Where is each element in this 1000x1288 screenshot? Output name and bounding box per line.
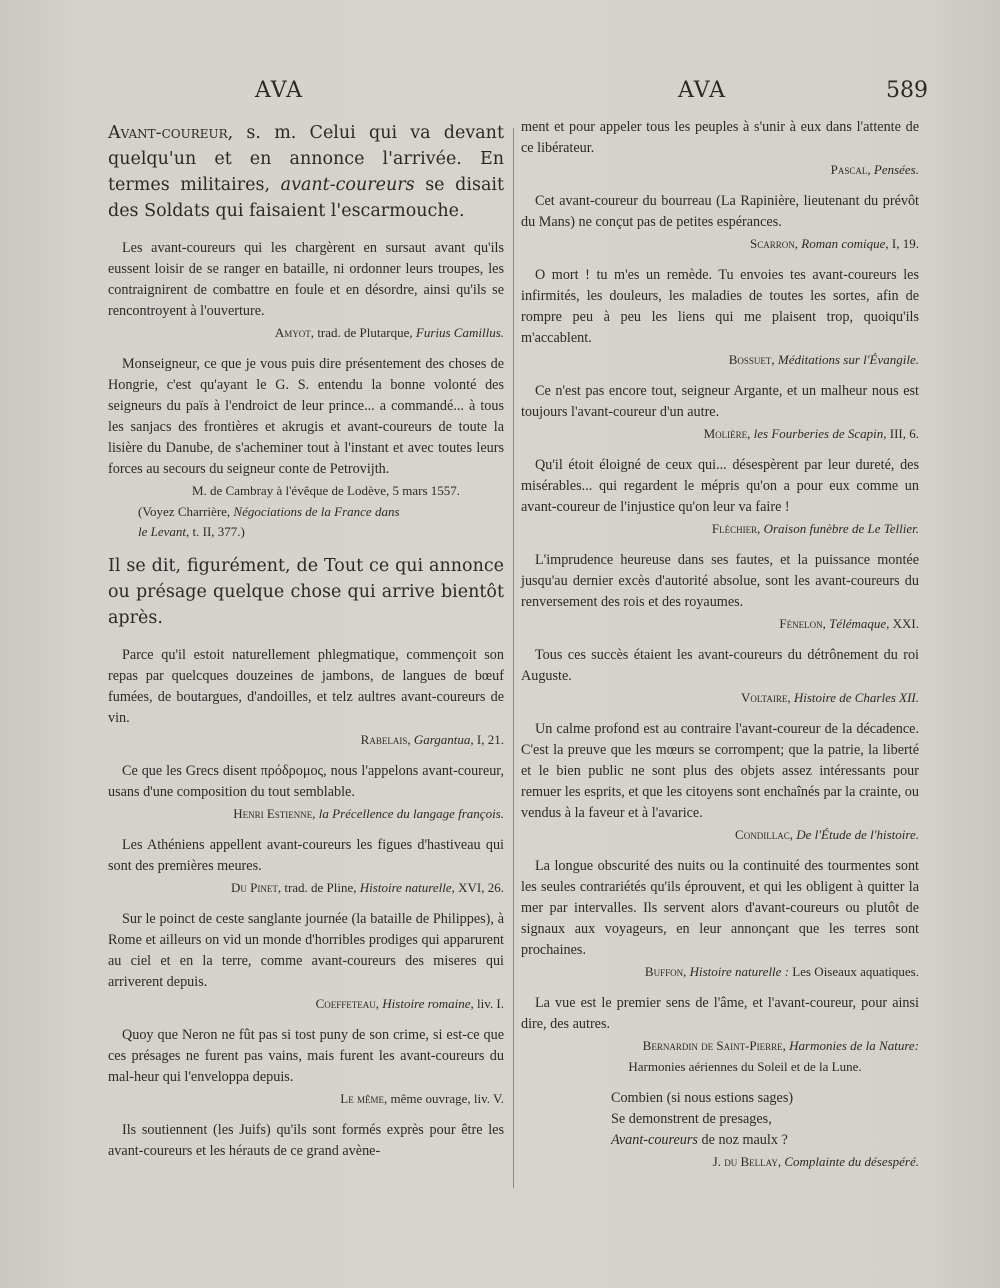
quotation: Tous ces succès étaient les avant-coureurs du détrônement du roi Auguste. xyxy=(521,647,919,684)
entry-definition xyxy=(108,120,504,224)
quotation-source: Coeffeteau, Histoire romaine, liv. I. xyxy=(315,996,504,1011)
quotation: Les avant-coureurs qui les chargèrent en sursaut avant qu'ils eussent loisir de se ranger en bataille, ni ordonner leurs troupes, les contraignirent de combattre en foule et en désordre, ainsi qu'ils se rencontroyent à l'ouverture. xyxy=(108,240,504,319)
quotation-source: Molière, les Fourberies de Scapin, III, 6. xyxy=(703,426,919,441)
quotation: Cet avant-coureur du bourreau (La Rapinière, lieutenant du prévôt du Mans) ne conçut pas de petites espérances. xyxy=(521,193,919,230)
quotation-source: Henri Estienne, la Précellence du langage françois. xyxy=(233,806,504,821)
quotation-source: Voltaire, Histoire de Charles XII. xyxy=(740,690,919,705)
quotation-source: Le même, même ouvrage, liv. V. xyxy=(340,1091,504,1106)
verse-quotation: Combien (si nous estions sages) Se demonstrent de presages, Avant-coureurs de noz maulx ? xyxy=(611,1090,794,1148)
quotation: Ce n'est pas encore tout, seigneur Argante, et un malheur nous est toujours l'avant-coureur d'un autre. xyxy=(521,383,919,420)
running-head-left: AVA xyxy=(255,78,304,103)
column-rule xyxy=(513,128,514,1188)
quotation: Un calme profond est au contraire l'avant-coureur de la décadence. C'est la preuve que les mœurs se corrompent; que la patrie, la liberté et le bien public ne sont plus des objets assez intéressants pour remuer les esprits, et que les citoyens sont enchaînés par la crainte, ou vendus à la faveur et à l'avarice. xyxy=(521,721,919,821)
quotation-source: Pascal, Pensées. xyxy=(830,162,919,177)
definition-text: s. m. Celui qui va devant quelqu'un et en annonce l'arrivée. En termes militaires, xyxy=(108,123,504,195)
headword: Avant-coureur, xyxy=(108,123,234,143)
quotation: Qu'il étoit éloigné de ceux qui... désespèrent par leur dureté, des misérables... qui regardent le mépris qu'on a pour eux comme un avant-coureur de l'injustice qu'on leur va faire ! xyxy=(521,457,919,515)
quotation: L'imprudence heureuse dans ses fautes, et la puissance montée jusqu'au dernier excès d'autorité absolue, sont les avant-coureurs du renversement des rois et des royaumes. xyxy=(521,552,919,610)
quotation: O mort ! tu m'es un remède. Tu envoies tes avant-coureurs les infirmités, les douleurs, les maladies de toutes les sortes, afin de rompre peu à peu les liens qui me plaisent trop, quoiqu'ils m'accablent. xyxy=(521,267,919,346)
quotation-source: Rabelais, Gargantua, I, 21. xyxy=(360,732,504,747)
right-column xyxy=(521,117,919,1183)
quotation: ment et pour appeler tous les peuples à s'unir à eux dans l'attente de ce libérateur. xyxy=(521,119,919,156)
quotation-source-line2: Harmonies aériennes du Soleil et de la Lune. xyxy=(628,1059,862,1074)
quotation-source: Buffon, Histoire naturelle : Les Oiseaux aquatiques. xyxy=(644,964,919,979)
quotation: Sur le poinct de ceste sanglante journée (la bataille de Philippes), à Rome et ailleurs on vid un monde d'horribles prodiges qui apparurent au ciel et en la terre, comme avant-coureurs des miseres qui arriverent depuis. xyxy=(108,911,504,990)
quotation-source-note: (Voyez Charrière, Négociations de la France dans le Levant, t. II, 377.) xyxy=(138,504,400,539)
quotation: La vue est le premier sens de l'âme, et l'avant-coureur, pour ainsi dire, des autres. xyxy=(521,995,919,1032)
quotation-source: Scarron, Roman comique, I, 19. xyxy=(750,236,919,251)
quotation-source: Bossuet, Méditations sur l'Évangile. xyxy=(728,352,919,367)
quotation-source: J. du Bellay, Complainte du désespéré. xyxy=(712,1154,919,1169)
quotation: Quoy que Neron ne fût pas si tost puny de son crime, si est-ce que ces présages ne furent pas vains, mais furent les avant-coureurs du mal-heur qui l'enveloppa depuis. xyxy=(108,1027,504,1085)
quotation: Ils soutiennent (les Juifs) qu'ils sont formés exprès pour être les avant-coureurs et les hérauts de ce grand avène- xyxy=(108,1122,504,1159)
page-number: 589 xyxy=(886,78,928,103)
figurative-sense: Il se dit, figurément, de Tout ce qui annonce ou présage quelque chose qui arrive bientôt après. xyxy=(108,556,504,628)
quotation: Ce que les Grecs disent πρόδρομος, nous l'appelons avant-coureur, usans d'une composition du tout semblable. xyxy=(108,763,504,800)
quotation-source: Fléchier, Oraison funèbre de Le Tellier. xyxy=(711,521,919,536)
quotation: Monseigneur, ce que je vous puis dire présentement des choses de Hongrie, c'est qu'ayant le G. S. entendu la bonne volonté des seigneurs du païs à l'endroict de leur prince... a commandé... à tous les sanjacs des frontières et akrugis et avant-coureurs de toute la lisière du Danube, de s'acheminer tout à l'instant et avec toutes leurs forces au secours du seigneur conte de Petrovijth. xyxy=(108,356,504,477)
quotation: La longue obscurité des nuits ou la continuité des tourmentes sont les seules contrariétés qu'ils éprouvent, et qui les obligent à quitter la mer par intervalles. Ils servent alors d'avant-coureurs ou plutôt de signaux aux voyageurs, en leur annonçant que les terres sont prochaines. xyxy=(521,858,919,958)
running-head-right: AVA xyxy=(678,78,727,103)
quotation-source: Du Pinet, trad. de Pline, Histoire naturelle, XVI, 26. xyxy=(230,880,504,895)
definition-italic: avant-coureurs xyxy=(280,175,415,195)
quotation-source: Amyot, trad. de Plutarque, Furius Camillus. xyxy=(274,325,504,340)
quotation: Les Athéniens appellent avant-coureurs les figues d'hastiveau qui sont des premières meures. xyxy=(108,837,504,874)
definition-tail: se disait des Soldats qui faisaient l'escarmouche. xyxy=(108,175,505,221)
quotation-source: M. de Cambray à l'évêque de Lodève, 5 mars 1557. xyxy=(191,483,461,498)
quotation: Parce qu'il estoit naturellement phlegmatique, commençoit son repas par quelcques douzeines de jambons, de langues de bœuf fumées, de boutargues, d'andoilles, et telz aultres avant-coureurs de vin. xyxy=(108,647,504,726)
quotation-source: Fénelon, Télémaque, XXI. xyxy=(779,616,919,631)
left-column xyxy=(108,120,504,1162)
quotation-source: Bernardin de Saint-Pierre, Harmonies de la Nature: xyxy=(642,1038,919,1053)
quotation-source: Condillac, De l'Étude de l'histoire. xyxy=(735,827,919,842)
